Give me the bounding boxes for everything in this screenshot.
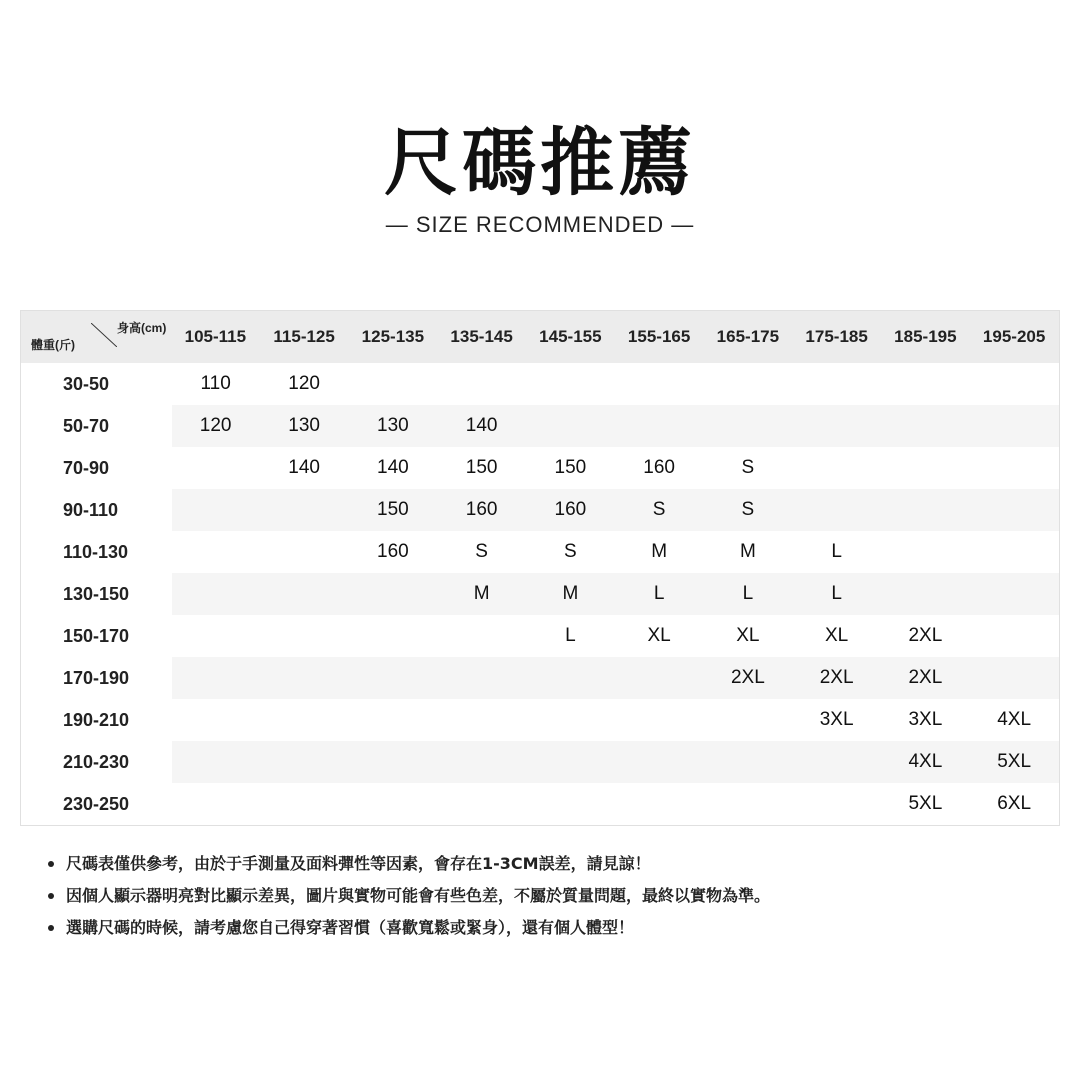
size-cell: 160: [465, 499, 498, 520]
size-cell: [171, 657, 260, 699]
size-cell: [260, 531, 349, 573]
page-title: 尺碼推薦: [384, 120, 696, 206]
height-header: 155-165: [627, 327, 691, 346]
notes-list: [48, 848, 1048, 944]
size-cell: 3XL: [908, 709, 943, 730]
size-cell: [349, 363, 438, 405]
table-row: [21, 573, 1059, 615]
size-cell: [437, 615, 526, 657]
weight-cell: 50-70: [21, 405, 171, 447]
height-header: 175-185: [805, 327, 868, 346]
size-cell: 150: [465, 457, 498, 478]
size-cell: 5XL: [908, 793, 943, 814]
note-item: [48, 848, 1048, 880]
size-cell: S: [475, 541, 488, 562]
size-cell: 160: [554, 499, 587, 520]
size-table-body: [21, 363, 1059, 825]
bullet-icon: [48, 861, 54, 867]
size-cell: 4XL: [908, 751, 943, 772]
weight-cell: 150-170: [21, 615, 171, 657]
size-cell: [881, 531, 970, 573]
size-cell: [260, 783, 349, 825]
size-cell: [437, 699, 526, 741]
size-cell: [970, 531, 1059, 573]
height-header: 125-135: [361, 327, 425, 346]
size-cell: L: [831, 541, 842, 562]
table-row: [21, 447, 1059, 489]
size-cell: [970, 363, 1059, 405]
size-cell: 2XL: [730, 667, 765, 688]
size-cell: [260, 573, 349, 615]
size-cell: [526, 363, 615, 405]
corner-weight-label: 體重(斤): [31, 338, 75, 352]
size-cell: [349, 783, 438, 825]
size-cell: [615, 363, 704, 405]
size-cell: [171, 447, 260, 489]
size-cell: [970, 447, 1059, 489]
table-row: [21, 405, 1059, 447]
note-item: [48, 880, 1048, 912]
size-cell: [171, 741, 260, 783]
weight-cell: 170-190: [21, 657, 171, 699]
height-header: 145-155: [539, 327, 602, 346]
size-cell: S: [652, 499, 666, 520]
size-cell: L: [831, 583, 842, 604]
height-header: 185-195: [894, 327, 957, 346]
weight-cell: 70-90: [21, 447, 171, 489]
size-cell: XL: [647, 625, 671, 646]
table-corner-cell: [21, 311, 171, 363]
size-cell: L: [565, 625, 576, 646]
size-cell: 4XL: [997, 709, 1032, 730]
corner-height-label: 身高(cm): [117, 321, 167, 335]
size-cell: 2XL: [908, 625, 943, 646]
height-header: 135-145: [450, 327, 513, 346]
size-cell: [526, 405, 615, 447]
size-cell: 150: [377, 499, 409, 520]
size-cell: S: [564, 541, 577, 562]
size-cell: [260, 489, 349, 531]
size-cell: 140: [465, 415, 498, 436]
size-cell: 160: [377, 541, 409, 562]
weight-cell: 130-150: [21, 573, 171, 615]
size-cell: 150: [554, 457, 587, 478]
size-cell: [704, 405, 793, 447]
size-cell: [349, 741, 438, 783]
size-cell: [171, 783, 260, 825]
height-header: 105-115: [184, 327, 247, 346]
size-cell: XL: [825, 625, 849, 646]
size-cell: [349, 657, 438, 699]
size-cell: M: [562, 583, 579, 604]
size-cell: [171, 699, 260, 741]
size-cell: [881, 573, 970, 615]
size-cell: [349, 699, 438, 741]
size-cell: L: [653, 583, 665, 604]
weight-cell: 110-130: [21, 531, 171, 573]
table-row: [21, 531, 1059, 573]
height-header: 165-175: [716, 327, 780, 346]
weight-cell: 190-210: [21, 699, 171, 741]
size-cell: 140: [288, 457, 320, 478]
table-row: [21, 615, 1059, 657]
size-cell: 120: [199, 415, 232, 436]
size-cell: [881, 489, 970, 531]
size-cell: M: [651, 541, 668, 562]
size-cell: [970, 405, 1059, 447]
size-cell: [970, 489, 1059, 531]
bullet-icon: [48, 893, 54, 899]
size-cell: [970, 657, 1059, 699]
size-cell: [526, 741, 615, 783]
size-cell: [437, 363, 526, 405]
weight-cell: 90-110: [21, 489, 171, 531]
size-cell: [970, 615, 1059, 657]
table-row: [21, 363, 1059, 405]
size-cell: [792, 741, 881, 783]
bullet-icon: [48, 925, 54, 931]
size-cell: [615, 741, 704, 783]
size-cell: [171, 573, 260, 615]
note-item: [48, 912, 1048, 944]
size-cell: XL: [736, 625, 760, 646]
size-cell: [526, 699, 615, 741]
size-cell: 120: [288, 373, 320, 394]
size-cell: 110: [200, 373, 231, 394]
size-cell: [792, 783, 881, 825]
size-table: [20, 310, 1060, 826]
size-cell: [704, 741, 793, 783]
size-cell: 6XL: [997, 793, 1032, 814]
size-cell: 130: [377, 415, 409, 436]
size-cell: [615, 699, 704, 741]
note-text: 尺碼表僅供參考，由於于手測量及面料彈性等因素，會存在1-3CM誤差，請見諒！: [66, 854, 651, 873]
table-row: [21, 657, 1059, 699]
size-cell: S: [741, 457, 755, 478]
size-cell: [615, 783, 704, 825]
size-cell: [260, 699, 349, 741]
note-text: 選購尺碼的時候，請考慮您自己得穿著習慣（喜歡寬鬆或緊身），還有個人體型！: [66, 918, 635, 937]
size-cell: [349, 615, 438, 657]
weight-cell: 230-250: [21, 783, 171, 825]
table-row: [21, 699, 1059, 741]
size-cell: [881, 447, 970, 489]
size-cell: [704, 363, 793, 405]
size-cell: 3XL: [819, 709, 854, 730]
page-subtitle: — SIZE RECOMMENDED —: [385, 212, 695, 237]
size-cell: [792, 447, 881, 489]
size-cell: [704, 783, 793, 825]
size-cell: M: [473, 583, 490, 604]
size-cell: [792, 489, 881, 531]
size-cell: [526, 783, 615, 825]
height-header: 115-125: [273, 327, 335, 346]
size-cell: [260, 657, 349, 699]
size-cell: S: [741, 499, 755, 520]
size-cell: [792, 405, 881, 447]
size-cell: [171, 615, 260, 657]
size-cell: [970, 573, 1059, 615]
size-cell: M: [739, 541, 756, 562]
size-cell: [704, 699, 793, 741]
weight-cell: 210-230: [21, 741, 171, 783]
size-cell: [260, 741, 349, 783]
size-cell: [615, 657, 704, 699]
size-cell: [881, 405, 970, 447]
diagonal-divider-icon: [91, 323, 117, 347]
table-row: [21, 489, 1059, 531]
size-cell: [792, 363, 881, 405]
size-cell: [437, 783, 526, 825]
weight-cell: 30-50: [21, 363, 171, 405]
table-header-row: [21, 311, 1059, 363]
size-cell: 2XL: [819, 667, 854, 688]
size-cell: 2XL: [908, 667, 943, 688]
size-cell: [881, 363, 970, 405]
height-header: 195-205: [982, 327, 1046, 346]
size-cell: [171, 489, 260, 531]
size-cell: 130: [288, 415, 320, 436]
size-cell: [526, 657, 615, 699]
table-row: [21, 741, 1059, 783]
size-cell: [349, 573, 438, 615]
size-cell: L: [742, 583, 754, 604]
note-text: 因個人顯示器明亮對比顯示差異，圖片與實物可能會有些色差，不屬於質量問題，最終以實物為準。: [66, 886, 771, 905]
size-cell: [615, 405, 704, 447]
size-cell: [171, 531, 260, 573]
table-row: [21, 783, 1059, 825]
size-cell: 5XL: [997, 751, 1032, 772]
size-cell: [260, 615, 349, 657]
size-cell: 160: [643, 457, 675, 478]
size-cell: 140: [377, 457, 409, 478]
size-cell: [437, 657, 526, 699]
size-cell: [437, 741, 526, 783]
